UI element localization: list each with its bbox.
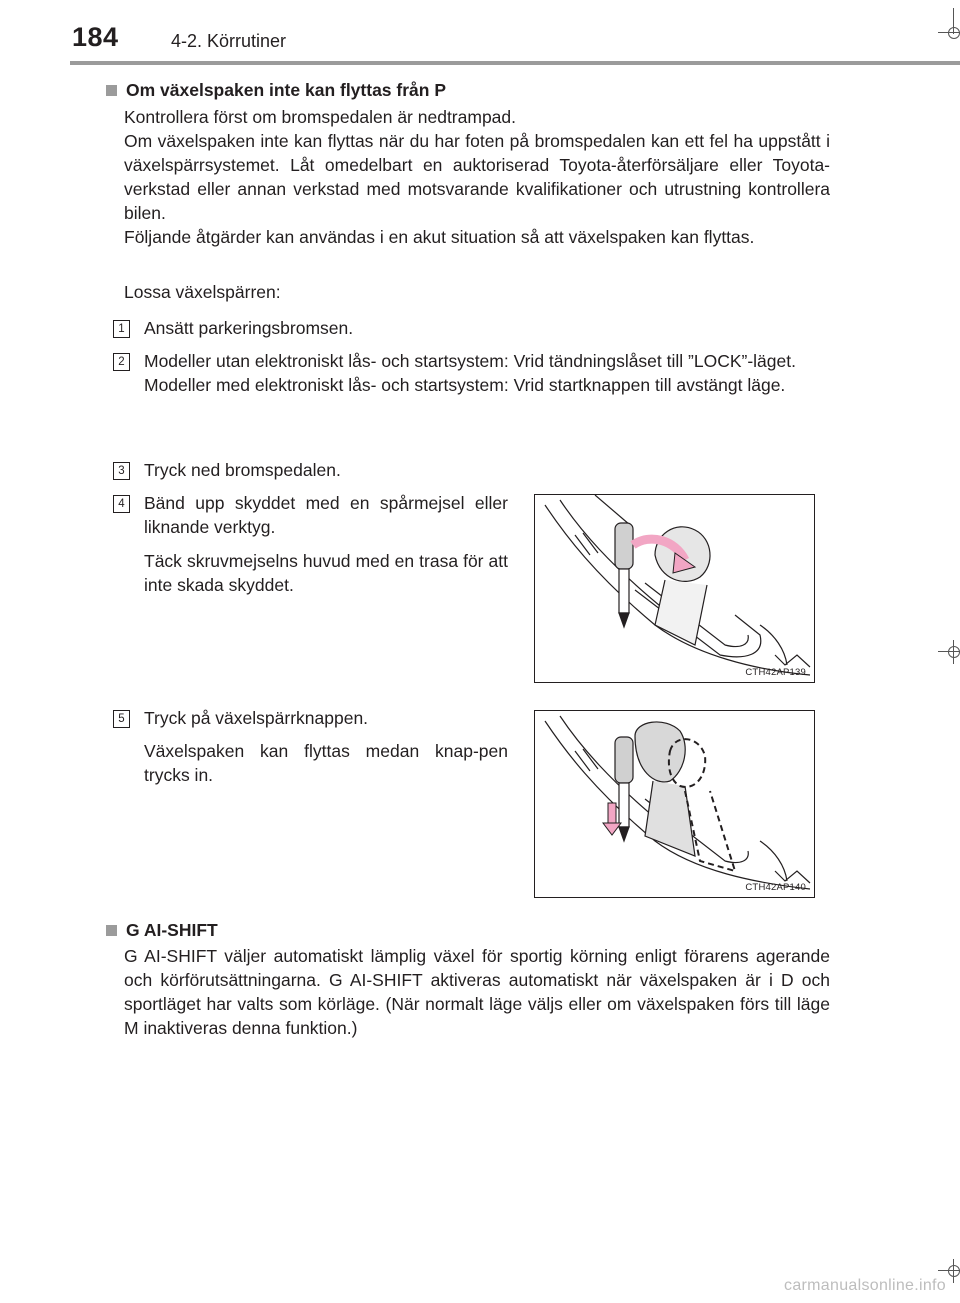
section-heading-text: G AI-SHIFT	[126, 920, 218, 940]
step-line: Modeller utan elektroniskt lås- och startsystem: Vrid tändningslåset till ”LOCK”-läget.	[144, 351, 796, 371]
figure-shift-lever-pry	[534, 494, 815, 683]
paragraph: Kontrollera först om bromspedalen är nedtrampad.	[124, 107, 517, 127]
step-text: Tryck ned bromspedalen.	[144, 460, 341, 480]
step-number: 4	[113, 495, 130, 513]
watermark: carmanualsonline.info	[784, 1277, 946, 1294]
heading-square-icon	[106, 85, 117, 96]
figure-shift-lock-button	[534, 710, 815, 898]
step-number: 2	[113, 353, 130, 371]
crop-mark	[948, 646, 960, 658]
crop-mark	[948, 27, 960, 39]
heading-square-icon	[106, 925, 117, 936]
page-number: 184	[72, 22, 119, 52]
section-body	[124, 105, 830, 249]
step-note: Täck skruvmejselns huvud med en trasa för att inte skada skyddet.	[144, 551, 508, 595]
shift-lever-illustration	[535, 495, 814, 682]
figure-label: CTH42AP140	[745, 882, 806, 893]
step-number: 5	[113, 710, 130, 728]
shift-lock-illustration	[535, 711, 814, 897]
section-heading	[106, 79, 446, 101]
header-rule	[70, 61, 960, 65]
step-text: Ansätt parkeringsbromsen.	[144, 318, 354, 338]
chapter-title: 4-2. Körrutiner	[171, 31, 287, 51]
step-number: 1	[113, 320, 130, 338]
step-number: 3	[113, 462, 130, 480]
step-text: Tryck på växelspärrknappen.	[144, 708, 369, 728]
figure-label: CTH42AP139	[745, 667, 806, 678]
section-body: G AI-SHIFT väljer automatiskt lämplig växel för sportig körning enligt förarens agerande och körförutsättningarna. G AI-SHIFT aktiveras automatiskt när växelspaken är i D och sportläget har valts som körläge. (När normalt läge väljs eller om växelspaken förs till läge M inaktiveras denna funktion.)	[124, 946, 830, 1038]
step-text: Bänd upp skyddet med en spårmejsel eller liknande verktyg.	[144, 493, 508, 537]
paragraph: Om växelspaken inte kan flyttas när du har foten på bromspedalen kan ett fel ha uppstått i växelspärrsystemet. Låt omedelbart en auktoriserad Toyota-återförsäljare eller Toyota-verkstad eller annan verkstad med motsvarande kvalifikationer och utrustning kontrollera bilen.	[124, 131, 830, 223]
section-heading	[106, 919, 218, 941]
step-text	[144, 349, 830, 397]
step-line: Modeller med elektroniskt lås- och startsystem: Vrid startknappen till avstängt läge.	[144, 375, 786, 395]
paragraph: Följande åtgärder kan användas i en akut situation så att växelspaken kan flyttas.	[124, 227, 755, 247]
step-note: Växelspaken kan flyttas medan knap-pen trycks in.	[144, 741, 508, 785]
section-heading-text: Om växelspaken inte kan flyttas från P	[126, 80, 446, 100]
intro-text: Lossa växelspärren:	[124, 282, 281, 302]
crop-mark	[948, 1265, 960, 1277]
